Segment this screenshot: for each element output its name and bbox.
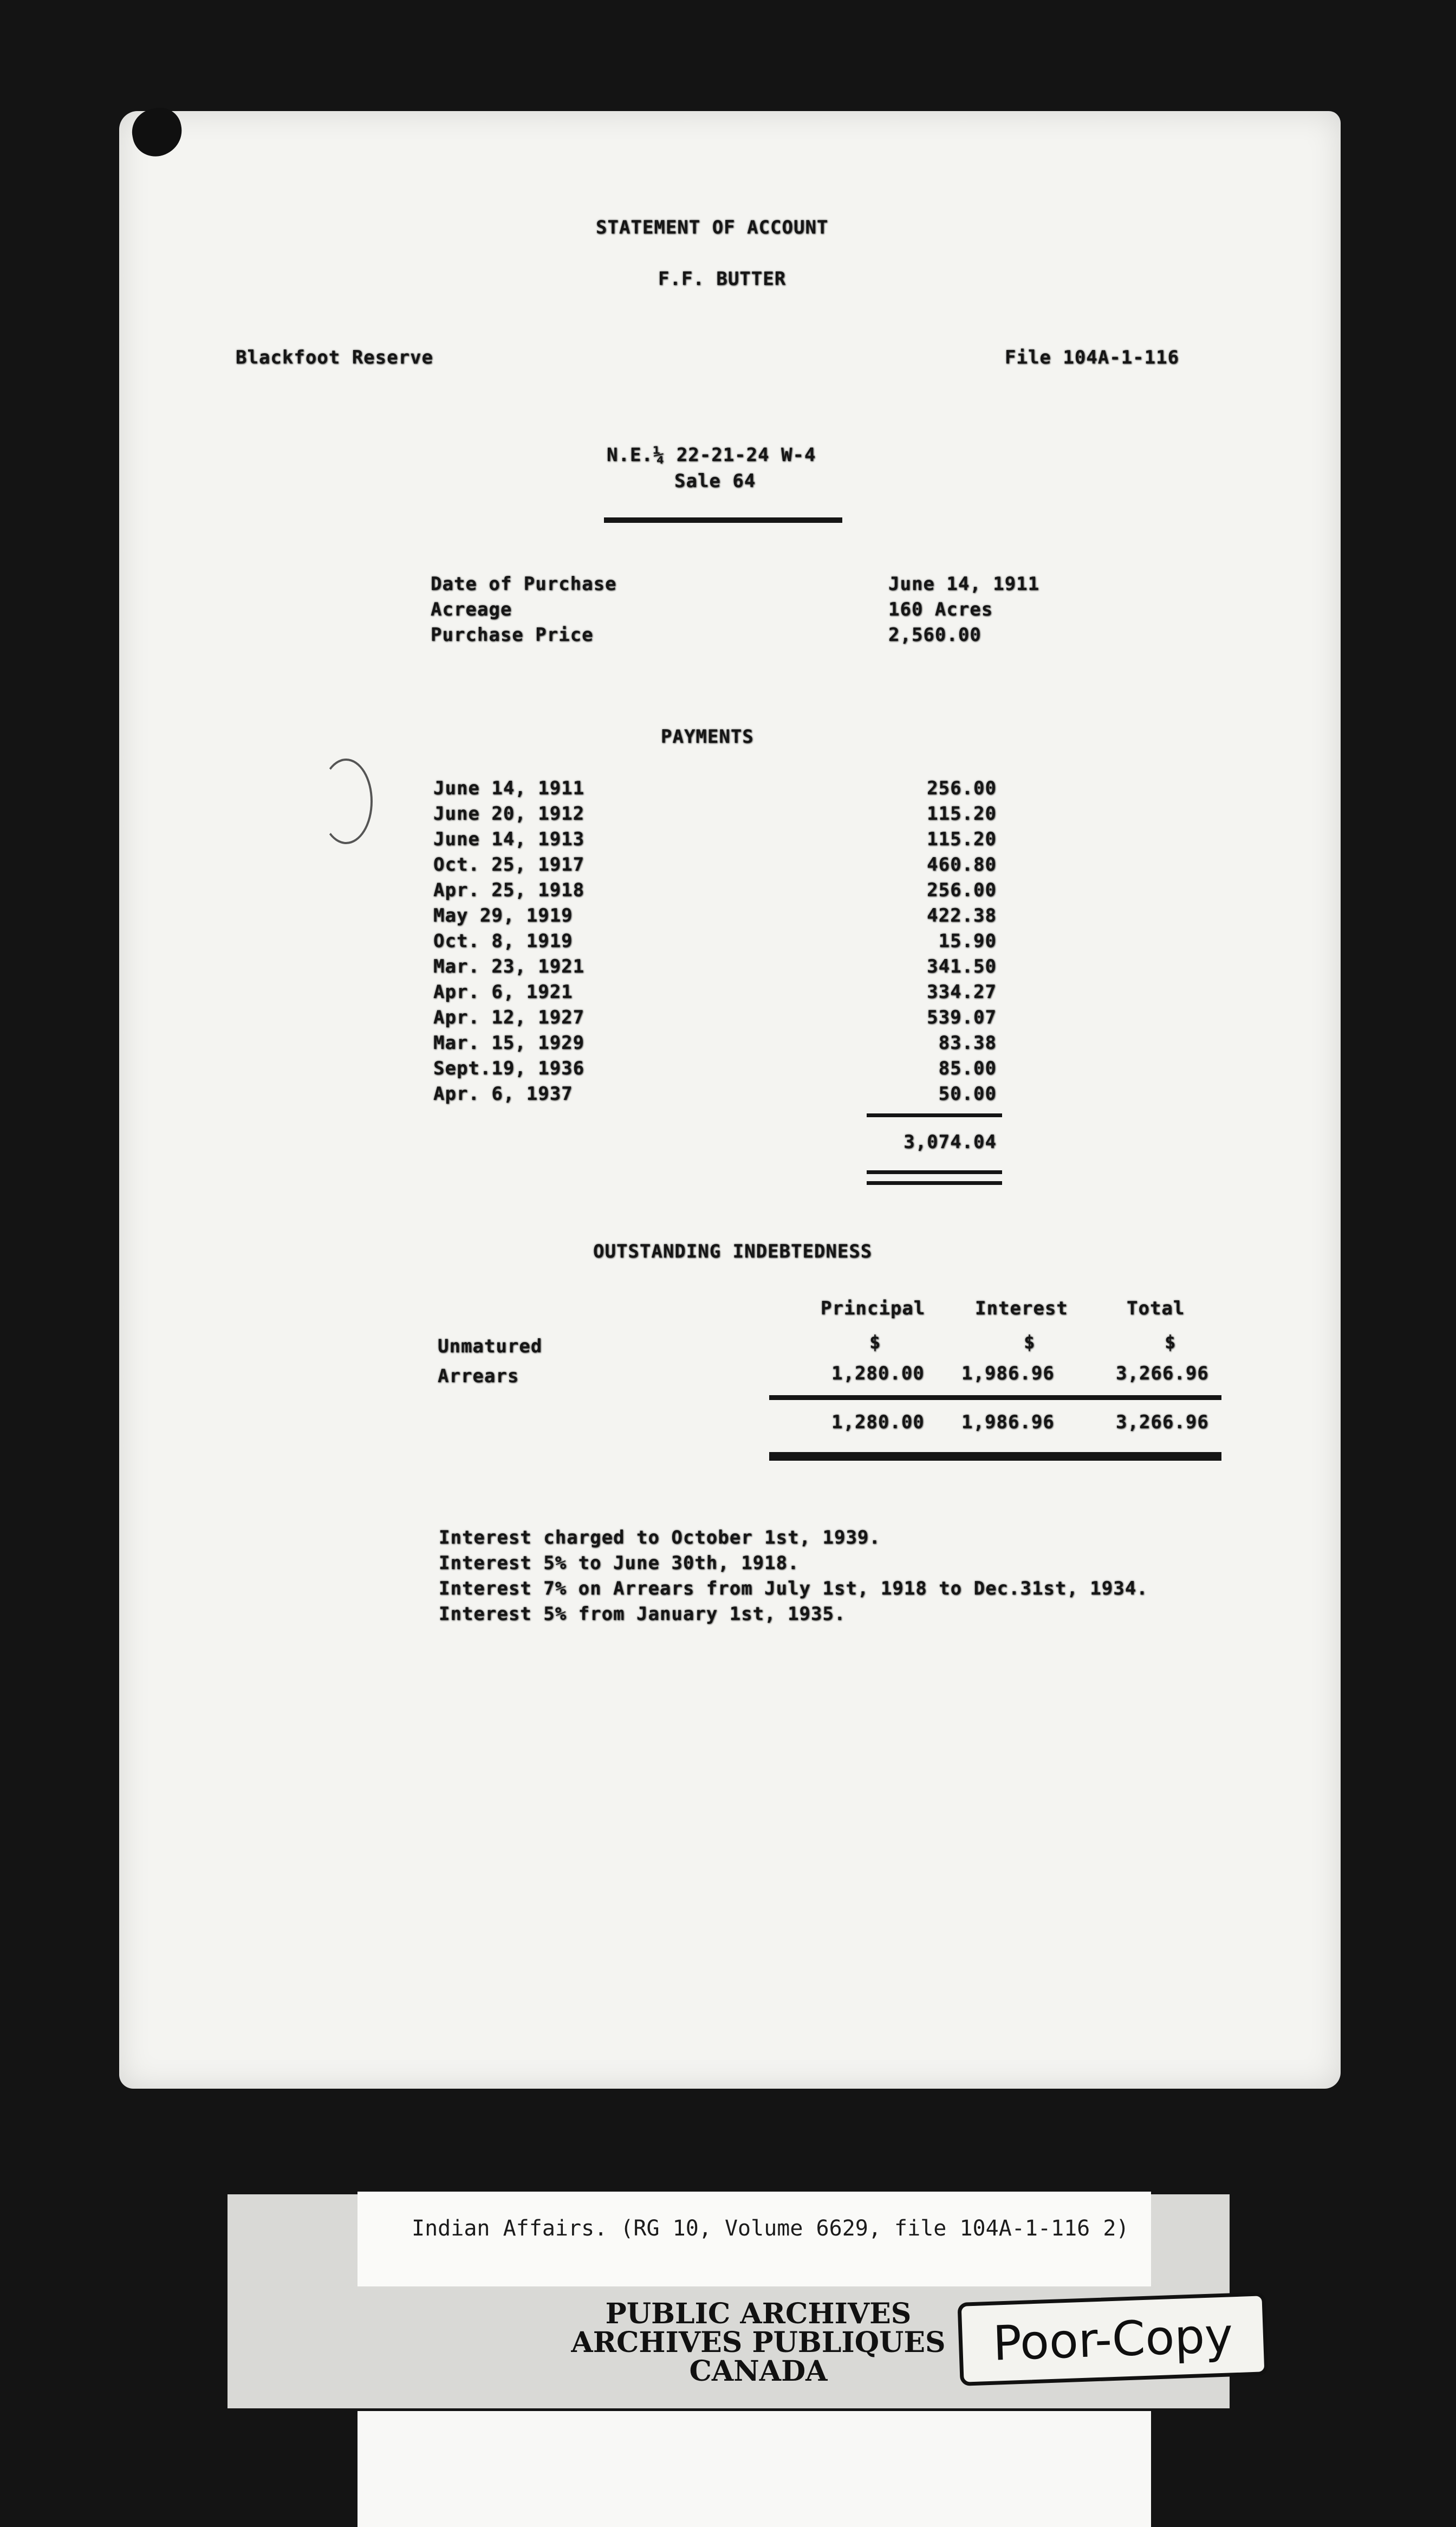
interest-note: Interest 7% on Arrears from July 1st, 1918 to Dec.31st, 1934. [439, 1578, 1148, 1599]
arrears-interest: 1,986.96 [961, 1363, 1055, 1384]
date-of-purchase-label: Date of Purchase [431, 573, 617, 595]
purchase-price-value: 2,560.00 [888, 624, 981, 646]
payments-heading: PAYMENTS [661, 726, 754, 748]
payment-amount: 539.07 [927, 1007, 997, 1028]
arrears-principal: 1,280.00 [831, 1363, 925, 1384]
payment-date: June 14, 1913 [433, 828, 585, 850]
payment-amount: 85.00 [938, 1058, 997, 1079]
statement-title: STATEMENT OF ACCOUNT [596, 217, 829, 238]
account-holder-name: F.F. BUTTER [658, 268, 786, 290]
payment-date: Mar. 15, 1929 [433, 1032, 585, 1054]
archive-stamp-line1: PUBLIC ARCHIVES [605, 2297, 912, 2330]
payment-amount: 334.27 [927, 981, 997, 1003]
file-number: File 104A-1-116 [1005, 347, 1180, 368]
date-of-purchase-value: June 14, 1911 [888, 573, 1040, 595]
payments-total: 3,074.04 [903, 1131, 997, 1153]
payment-date: May 29, 1919 [433, 905, 573, 926]
acreage-value: 160 Acres [888, 599, 993, 620]
payment-amount: 256.00 [927, 879, 997, 901]
payment-amount: 50.00 [938, 1083, 997, 1105]
payment-date: Oct. 25, 1917 [433, 854, 585, 876]
archive-stamp-line3: CANADA [689, 2355, 828, 2388]
total-interest: 1,986.96 [961, 1411, 1055, 1433]
arrears-total: 3,266.96 [1116, 1363, 1209, 1384]
sale-number: Sale 64 [674, 470, 756, 492]
document-sheet [119, 111, 1341, 2089]
payment-date: Oct. 8, 1919 [433, 930, 573, 952]
land-description: N.E.¼ 22-21-24 W-4 [607, 444, 816, 466]
payment-amount: 15.90 [938, 930, 997, 952]
payment-date: Mar. 23, 1921 [433, 956, 585, 977]
payment-date: Sept.19, 1936 [433, 1058, 585, 1079]
indebtedness-total-rule [769, 1452, 1221, 1461]
col-header-principal: Principal [821, 1298, 926, 1319]
reserve-name: Blackfoot Reserve [236, 347, 433, 368]
payment-amount: 460.80 [927, 854, 997, 876]
payment-amount: 256.00 [927, 777, 997, 799]
row-label-unmatured: Unmatured [438, 1336, 543, 1357]
header-underline [604, 517, 842, 523]
payment-amount: 341.50 [927, 956, 997, 977]
archive-reference: Indian Affairs. (RG 10, Volume 6629, file 104A-1-116 2) [412, 2216, 1129, 2241]
currency-symbol: $ [1165, 1332, 1176, 1353]
interest-note: Interest 5% to June 30th, 1918. [439, 1552, 800, 1574]
payment-date: Apr. 12, 1927 [433, 1007, 585, 1028]
payment-amount: 83.38 [938, 1032, 997, 1054]
bottom-margin [358, 2411, 1151, 2527]
currency-symbol: $ [1024, 1332, 1036, 1353]
indebtedness-heading: OUTSTANDING INDEBTEDNESS [593, 1241, 873, 1262]
total-principal: 1,280.00 [831, 1411, 925, 1433]
purchase-price-label: Purchase Price [431, 624, 594, 646]
currency-symbol: $ [869, 1332, 881, 1353]
col-header-interest: Interest [975, 1298, 1068, 1319]
payment-date: June 20, 1912 [433, 803, 585, 825]
payments-total-double-rule [867, 1170, 1002, 1174]
payment-amount: 115.20 [927, 828, 997, 850]
interest-note: Interest charged to October 1st, 1939. [439, 1527, 881, 1548]
col-header-total: Total [1127, 1298, 1185, 1319]
archive-stamp-line2: ARCHIVES PUBLIQUES [571, 2326, 946, 2359]
row-label-arrears: Arrears [438, 1365, 519, 1387]
interest-note: Interest 5% from January 1st, 1935. [439, 1603, 846, 1625]
payment-date: Apr. 6, 1921 [433, 981, 573, 1003]
payment-date: Apr. 6, 1937 [433, 1083, 573, 1105]
total-total: 3,266.96 [1116, 1411, 1209, 1433]
acreage-label: Acreage [431, 599, 512, 620]
payment-amount: 115.20 [927, 803, 997, 825]
indebtedness-rule [769, 1395, 1221, 1400]
poor-copy-stamp: Poor-Copy [957, 2292, 1268, 2386]
payments-total-double-rule [867, 1181, 1002, 1185]
payment-date: June 14, 1911 [433, 777, 585, 799]
payment-amount: 422.38 [927, 905, 997, 926]
payment-date: Apr. 25, 1918 [433, 879, 585, 901]
payments-total-rule [867, 1113, 1002, 1117]
pencil-scribble [320, 759, 373, 844]
